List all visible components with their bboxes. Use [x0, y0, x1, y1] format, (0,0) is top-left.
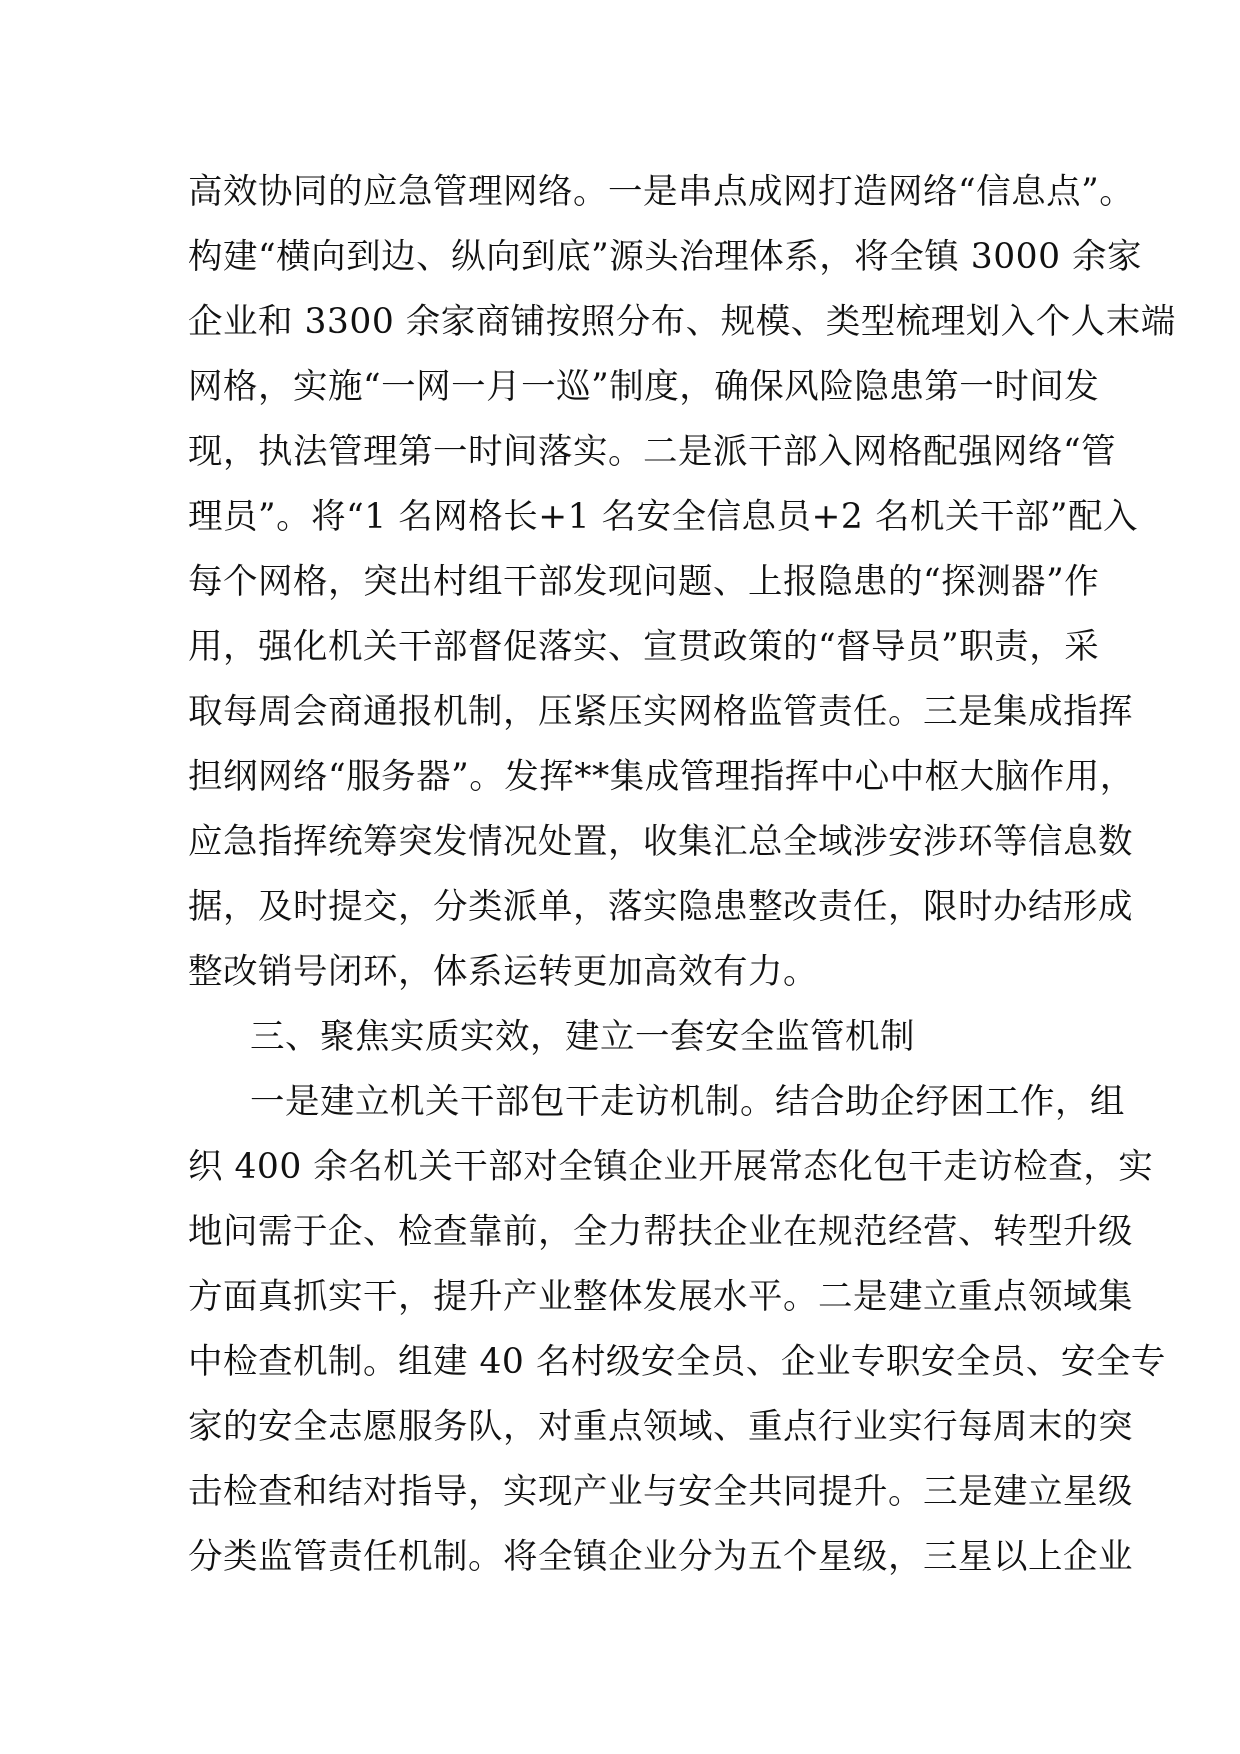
text-line: 一是建立机关干部包干走访机制。结合助企纾困工作，组 — [250, 1082, 1125, 1122]
text-line: 用，强化机关干部督促落实、宣贯政策的“督导员”职责，采 — [188, 627, 1100, 667]
text-line: 分类监管责任机制。将全镇企业分为五个星级，三星以上企业 — [188, 1537, 1133, 1577]
text-line: 理员”。将“1 名网格长+1 名安全信息员+2 名机关干部”配入 — [188, 497, 1138, 537]
text-line: 地问需于企、检查靠前，全力帮扶企业在规范经营、转型升级 — [188, 1212, 1133, 1252]
text-line: 家的安全志愿服务队，对重点领域、重点行业实行每周末的突 — [188, 1407, 1133, 1447]
text-line: 击检查和结对指导，实现产业与安全共同提升。三是建立星级 — [188, 1472, 1133, 1512]
text-line: 据，及时提交，分类派单，落实隐患整改责任，限时办结形成 — [188, 887, 1133, 927]
text-line: 取每周会商通报机制，压紧压实网格监管责任。三是集成指挥 — [188, 692, 1133, 732]
text-line: 方面真抓实干，提升产业整体发展水平。二是建立重点领域集 — [188, 1277, 1133, 1317]
text-line: 应急指挥统筹突发情况处置，收集汇总全域涉安涉环等信息数 — [188, 822, 1133, 862]
text-line: 企业和 3300 余家商铺按照分布、规模、类型梳理划入个人末端 — [188, 302, 1176, 342]
text-line: 每个网格，突出村组干部发现问题、上报隐患的“探测器”作 — [188, 562, 1100, 602]
body-text — [188, 160, 1176, 1590]
text-line: 整改销号闭环，体系运转更加高效有力。 — [188, 952, 818, 992]
text-line: 网格，实施“一网一月一巡”制度，确保风险隐患第一时间发 — [188, 367, 1100, 407]
text-line: 中检查机制。组建 40 名村级安全员、企业专职安全员、安全专 — [188, 1342, 1166, 1382]
section-heading: 三、聚焦实质实效，建立一套安全监管机制 — [250, 1017, 915, 1057]
text-line: 织 400 余名机关干部对全镇企业开展常态化包干走访检查，实 — [188, 1147, 1154, 1187]
text-line: 担纲网络“服务器”。发挥**集成管理指挥中心中枢大脑作用， — [188, 757, 1135, 797]
text-line: 构建“横向到边、纵向到底”源头治理体系，将全镇 3000 余家 — [188, 237, 1143, 277]
text-line: 高效协同的应急管理网络。一是串点成网打造网络“信息点”。 — [188, 172, 1135, 212]
text-line: 现，执法管理第一时间落实。二是派干部入网格配强网络“管 — [188, 432, 1117, 472]
